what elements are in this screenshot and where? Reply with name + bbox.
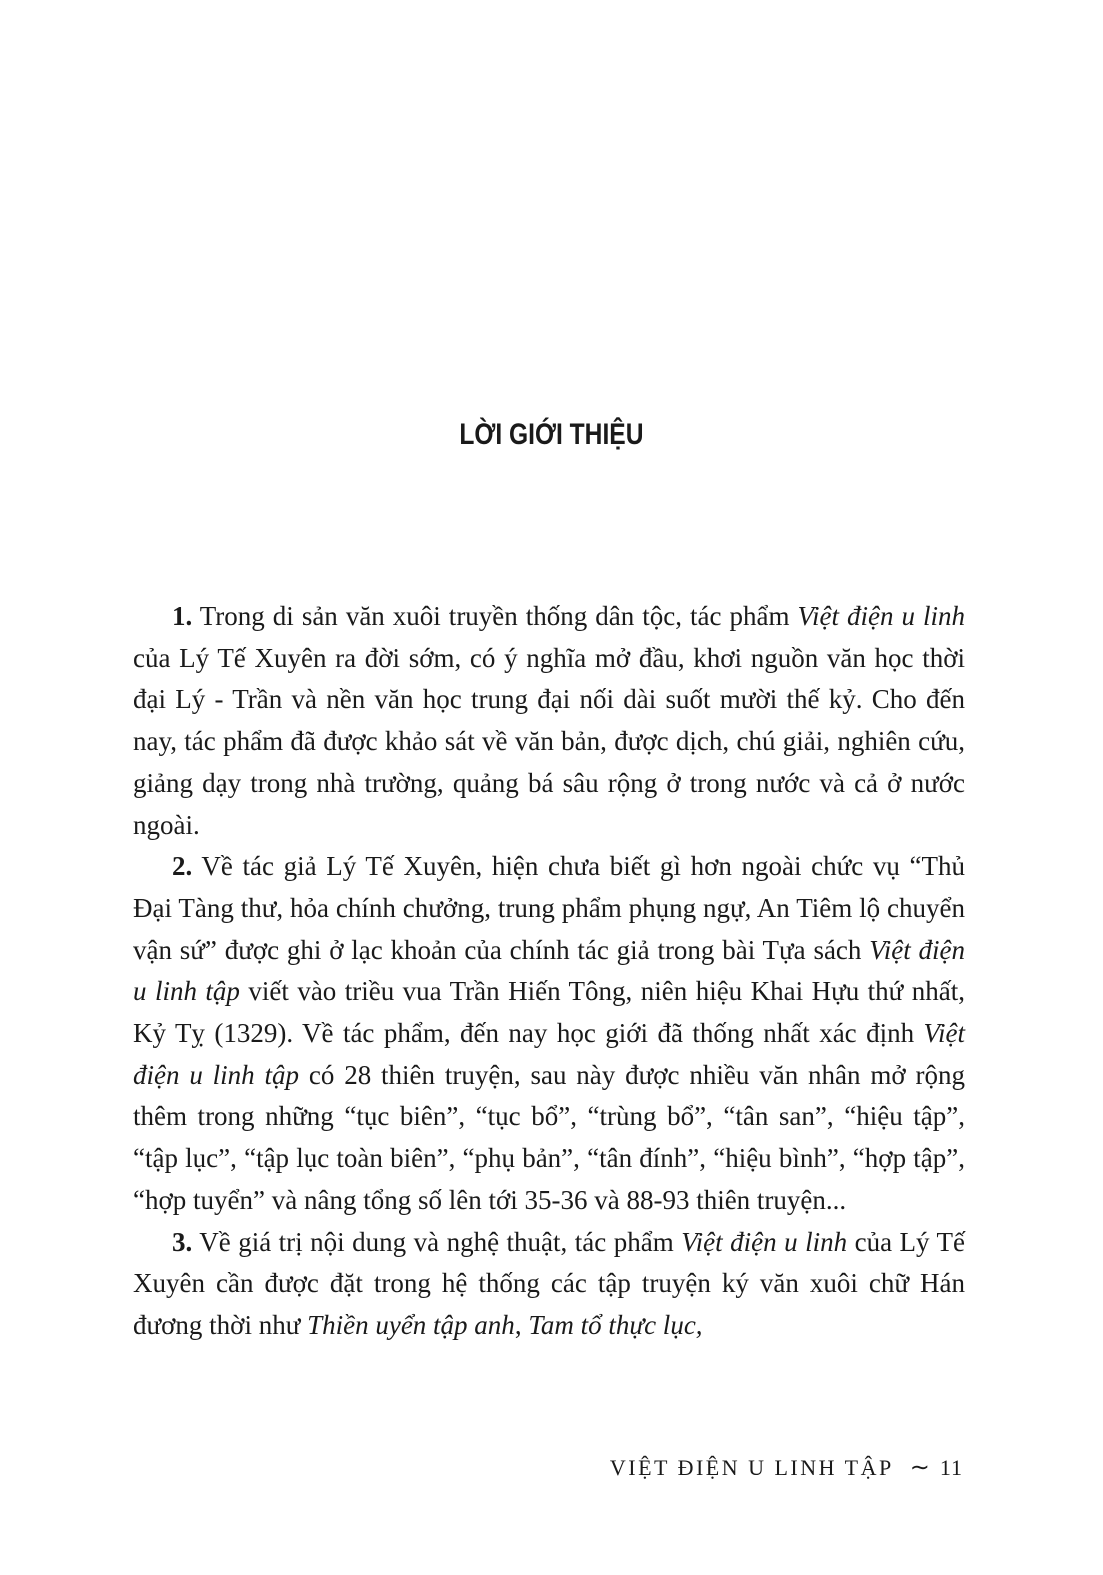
paragraph-number: 3. bbox=[172, 1226, 193, 1257]
page-title: LỜI GIỚI THIỆU bbox=[459, 418, 644, 451]
paragraph-number: 1. bbox=[172, 601, 193, 631]
book-title-italic: Việt điện u linh bbox=[681, 1226, 848, 1257]
text-segment: , bbox=[514, 1309, 529, 1340]
book-title-italic: Việt điện u linh tập bbox=[133, 1018, 965, 1090]
tilde-separator-icon: ∼ bbox=[909, 1455, 930, 1481]
book-title-italic: Việt điện u linh tập bbox=[133, 934, 965, 1007]
page-number: 11 bbox=[939, 1454, 963, 1480]
text-segment: của Lý Tế Xuyên ra đời sớm, có ý nghĩa mở đầu, khơi nguồn văn học thời đại Lý - Trần và nền văn học trung đại nối dài suốt mười thế kỷ. Cho đến nay, tác phẩm đã được khảo sát về văn bản, được dịch, chú giải, nghiên cứu, giảng dạy trong nhà trường, quảng bá sâu rộng ở trong nước và cả ở nước ngoài. bbox=[133, 642, 965, 840]
text-segment: Về giá trị nội dung và nghệ thuật, tác phẩm bbox=[192, 1226, 682, 1257]
paragraph-3 bbox=[133, 1222, 965, 1347]
footer-book-title: VIỆT ĐIỆN U LINH TẬP bbox=[609, 1454, 894, 1480]
book-title-italic: Thiền uyển tập anh bbox=[307, 1309, 515, 1340]
book-title-italic: Tam tổ thực lục, bbox=[528, 1309, 703, 1340]
running-footer bbox=[610, 1453, 963, 1482]
text-segment: Về tác giả Lý Tế Xuyên, hiện chưa biết gì hơn ngoài chức vụ “Thủ Đại Tàng thư, hỏa chính chưởng, trung phẩm phụng ngự, An Tiêm lộ chuyển vận sứ” được ghi ở lạc khoản của chính tác giả trong bài Tựa sách bbox=[133, 851, 965, 965]
paragraph-number: 2. bbox=[172, 851, 193, 882]
book-title-italic: Việt điện u linh bbox=[797, 601, 965, 631]
text-segment: Trong di sản văn xuôi truyền thống dân tộc, tác phẩm bbox=[192, 601, 798, 631]
text-segment: có 28 thiên truyện, sau này được nhiều văn nhân mở rộng thêm trong những “tục biên”, “tục bổ”, “trùng bổ”, “tân san”, “hiệu tập”, “tập lục”, “tập lục toàn biên”, “phụ bản”, “tân đính”, “hiệu bình”, “hợp tập”, “hợp tuyển” và nâng tổng số lên tới 35-36 và 88-93 thiên truyện... bbox=[133, 1059, 965, 1215]
text-segment: của Lý Tế Xuyên cần được đặt trong hệ thống các tập truyện ký văn xuôi chữ Hán đương thời như bbox=[133, 1226, 966, 1340]
body-text bbox=[133, 596, 965, 1347]
text-segment: viết vào triều vua Trần Hiến Tông, niên hiệu Khai Hựu thứ nhất, Kỷ Tỵ (1329). Về tác phẩm, đến nay học giới đã thống nhất xác định bbox=[133, 976, 965, 1049]
paragraph-1 bbox=[133, 596, 965, 846]
paragraph-2 bbox=[133, 846, 965, 1221]
